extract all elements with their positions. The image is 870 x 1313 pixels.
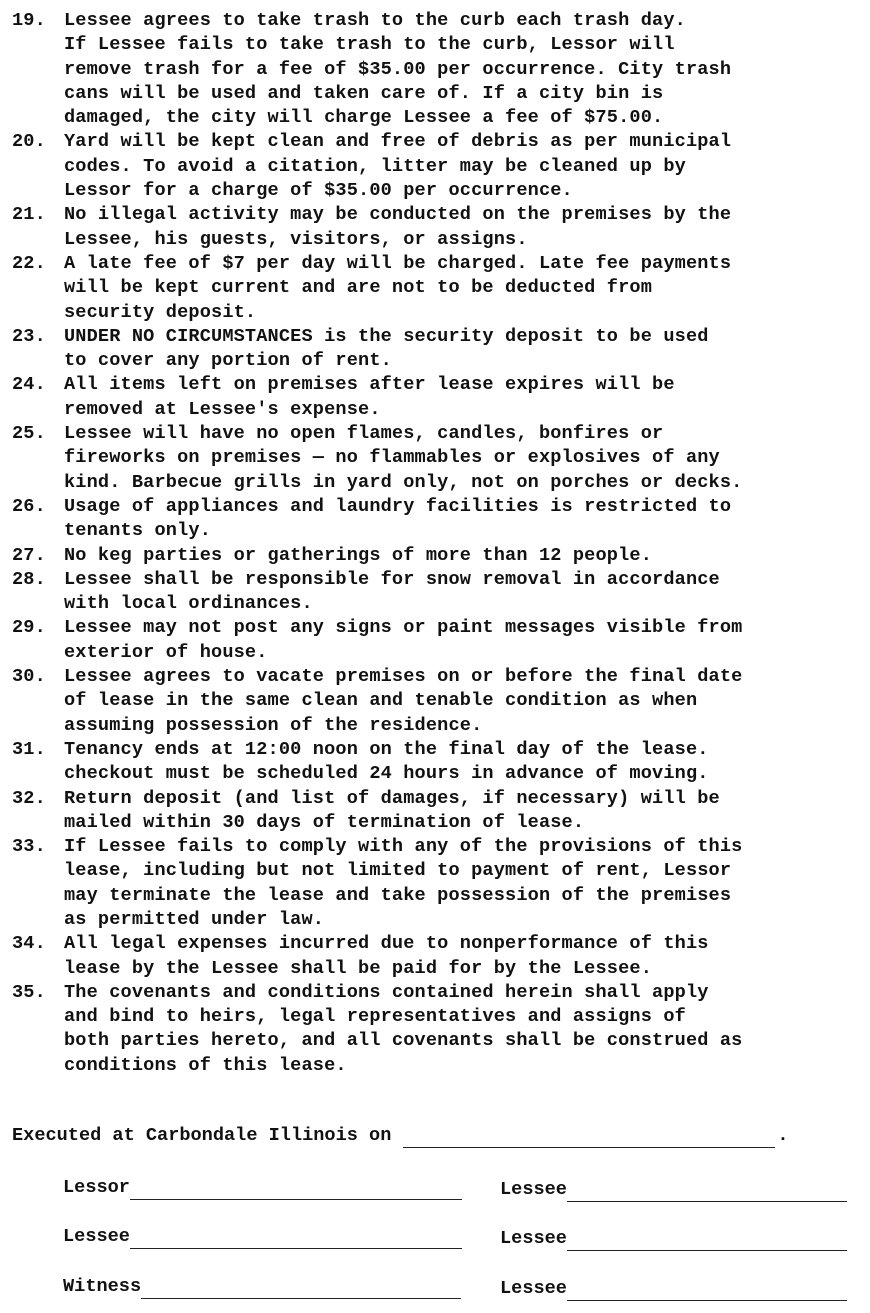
clause-number: 33. <box>12 836 46 858</box>
clause-number: 21. <box>12 204 46 226</box>
clause-34 <box>12 932 858 981</box>
clause-number: 27. <box>12 544 46 566</box>
execution-date-blank[interactable] <box>403 1127 775 1148</box>
clause-number: 26. <box>12 495 46 517</box>
clause-26 <box>12 495 858 544</box>
signature-line[interactable] <box>567 1230 847 1251</box>
signature-line[interactable] <box>567 1181 847 1202</box>
clause-text: Lessee agrees to vacate premises on or before the final date of lease in the same clean and tenable condition as when assuming possession of the residence. <box>64 666 743 736</box>
clause-number: 22. <box>12 252 46 274</box>
clause-number: 23. <box>12 325 46 347</box>
clause-33 <box>12 835 858 932</box>
clause-32 <box>12 787 858 836</box>
clause-number: 28. <box>12 568 46 590</box>
signature-lessee-2 <box>63 1225 462 1249</box>
clause-text: Yard will be kept clean and free of debris as per municipal codes. To avoid a citation, litter may be cleaned up by Lessor for a charge of $35.00 per occurrence. <box>64 131 732 202</box>
clause-text: No keg parties or gatherings of more than 12 people. <box>64 544 653 566</box>
signature-label: Lessor <box>63 1177 130 1198</box>
signature-lessee-1 <box>500 1178 847 1202</box>
clause-28 <box>12 568 858 617</box>
clause-number: 24. <box>12 374 46 396</box>
clause-number: 31. <box>12 738 46 760</box>
clause-text: Lessee may not post any signs or paint messages visible from exterior of house. <box>64 617 743 663</box>
clause-29 <box>12 616 858 665</box>
clause-30 <box>12 665 858 738</box>
clause-text: The covenants and conditions contained herein shall apply and bind to heirs, legal representatives and assigns of both parties hereto, and all covenants shall be construed as conditions of this lease. <box>64 981 743 1076</box>
signature-lessee-4 <box>500 1277 847 1301</box>
clause-text: If Lessee fails to comply with any of the provisions of this lease, including but not limited to payment of rent, Lessor may terminate the lease and take possession of the premises as permitted under law. <box>64 836 743 930</box>
clause-24 <box>12 373 858 422</box>
clause-text: Lessee shall be responsible for snow removal in accordance with local ordinances. <box>64 568 720 615</box>
clause-number: 34. <box>12 933 46 955</box>
clause-text: Tenancy ends at 12:00 noon on the final day of the lease. checkout must be scheduled 24 hours in advance of moving. <box>64 738 709 785</box>
clause-35 <box>12 981 858 1078</box>
signature-label: Lessee <box>63 1226 130 1247</box>
clause-number: 29. <box>12 617 46 639</box>
clause-text: No illegal activity may be conducted on the premises by the Lessee, his guests, visitors, or assigns. <box>64 204 732 250</box>
clause-number: 20. <box>12 131 46 153</box>
signature-line[interactable] <box>567 1280 847 1301</box>
signature-label: Lessee <box>500 1228 567 1249</box>
signature-witness <box>63 1275 461 1299</box>
clause-list <box>12 9 858 1078</box>
clause-number: 25. <box>12 423 46 445</box>
clause-text: Lessee agrees to take trash to the curb each trash day. If Lessee fails to take trash to the curb, Lessor will remove trash for a fee of $35.00 per occurrence. City trash cans will be used and taken care of. If a city bin is damaged, the city will charge Lessee a fee of $75.00. <box>64 10 732 129</box>
clause-number: 30. <box>12 666 46 688</box>
signature-lessee-3 <box>500 1227 847 1251</box>
signature-line[interactable] <box>130 1179 462 1200</box>
signature-line[interactable] <box>130 1228 462 1249</box>
clause-text: UNDER NO CIRCUMSTANCES is the security deposit to be used to cover any portion of rent. <box>64 325 709 372</box>
executed-period: . <box>777 1125 789 1146</box>
clause-number: 32. <box>12 787 46 809</box>
clause-22 <box>12 252 858 325</box>
clause-27 <box>12 544 858 568</box>
clause-25 <box>12 422 858 495</box>
signature-lessor <box>63 1176 462 1200</box>
signature-line[interactable] <box>141 1278 461 1299</box>
signature-label: Lessee <box>500 1179 567 1200</box>
clause-31 <box>12 738 858 787</box>
signature-label: Witness <box>63 1276 142 1297</box>
clause-21 <box>12 203 858 252</box>
clause-text: Lessee will have no open flames, candles, bonfires or fireworks on premises — no flammables or explosives of any kind. Barbecue grills in yard only, not on porches or decks. <box>64 423 743 493</box>
clause-text: All legal expenses incurred due to nonperformance of this lease by the Lessee shall be paid for by the Lessee. <box>64 933 709 979</box>
executed-label: Executed at Carbondale Illinois on <box>12 1125 392 1146</box>
executed-line <box>12 1124 789 1148</box>
clause-text: All items left on premises after lease expires will be removed at Lessee's expense. <box>64 374 675 420</box>
signature-label: Lessee <box>500 1278 567 1299</box>
clause-text: A late fee of $7 per day will be charged. Late fee payments will be kept current and are not to be deducted from security deposit. <box>64 252 732 323</box>
clause-text: Return deposit (and list of damages, if necessary) will be mailed within 30 days of termination of lease. <box>64 787 720 833</box>
clause-20 <box>12 130 858 203</box>
clause-number: 19. <box>12 10 46 31</box>
clause-23 <box>12 325 858 374</box>
clause-text: Usage of appliances and laundry facilities is restricted to tenants only. <box>64 495 732 542</box>
clause-19 <box>12 9 858 130</box>
clause-number: 35. <box>12 981 46 1003</box>
